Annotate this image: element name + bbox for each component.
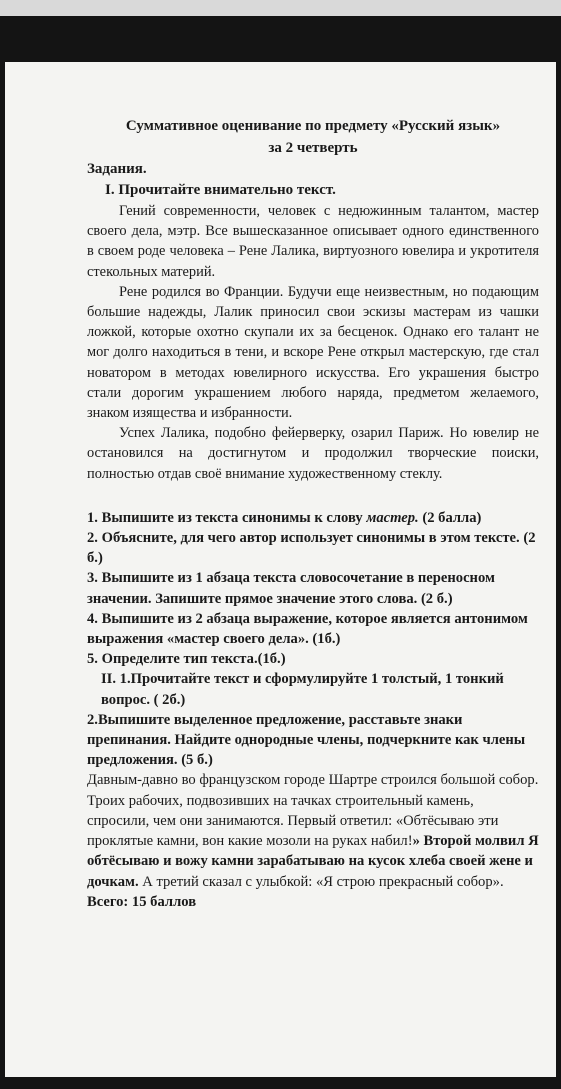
story-text: [87, 770, 539, 891]
title-line-1: Суммативное оценивание по предмету «Русский язык»: [125, 118, 501, 134]
question-1: [87, 508, 539, 528]
title-line-2: за 2 четверть: [268, 140, 358, 156]
document-content: [87, 115, 539, 912]
part2-task-2: 2.Выпишите выделенное предложение, расставьте знаки препинания. Найдите однородные члены, подчеркните как члены предложения. (5 б.): [87, 711, 526, 769]
top-bar: [0, 0, 561, 16]
part2-task-1: II. 1.Прочитайте текст и сформулируйте 1 толстый, 1 тонкий вопрос. ( 2б.): [101, 671, 504, 708]
document-page: [5, 62, 556, 1077]
story-highlighted-sentence: » Второй молвил Я обтёсываю и вожу камни зарабатываю на кусок хлеба своей жене и дочкам.: [87, 833, 539, 890]
story-part-1: Давным-давно во французском городе Шартре строился большой собор. Троих рабочих, подвозивших на тачках строительный камень, спросили, чем они занимаются. Первый ответил: «Обтёсываю эти проклятые камни, вон какие мозоли на руках набил!: [87, 772, 539, 850]
paragraph-1: Гений современности, человек с недюжинным талантом, мастер своего дела, мэтр. Все вышесказанное описывает одного единственного в своем роде человека – Рене Лалика, виртуозного ювелира и укротителя стекольных материй.: [87, 203, 539, 280]
question-4: 4. Выпишите из 2 абзаца выражение, которое является антонимом выражения «мастер своего дела». (1б.): [87, 610, 528, 648]
question-1-points: (2 балла): [418, 509, 482, 526]
document-title: [87, 115, 539, 159]
question-1-text: 1. Выпишите из текста синонимы к слову: [87, 509, 367, 526]
question-5: 5. Определите тип текста.(1б.): [87, 651, 286, 668]
total-score: Всего: 15 баллов: [87, 893, 197, 910]
question-1-word: мастер.: [366, 509, 419, 526]
story-part-2: А третий сказал с улыбкой: «Я строю прекрасный собор».: [138, 873, 504, 890]
part1-heading: I. Прочитайте внимательно текст.: [105, 182, 336, 198]
question-2: 2. Объясните, для чего автор использует синонимы в этом тексте. (2 б.): [87, 530, 536, 567]
paragraph-3: Успех Лалика, подобно фейерверку, озарил Париж. Но ювелир не остановился на достигнутом и продолжил творческие поиски, полностью отдав своё внимание художественному стеклу.: [87, 425, 539, 482]
spacer: [87, 484, 539, 508]
question-3: 3. Выпишите из 1 абзаца текста словосочетание в переносном значении. Запишите прямое значение этого слова. (2 б.): [87, 570, 495, 607]
tasks-heading: Задания.: [87, 161, 147, 177]
paragraph-2: Рене родился во Франции. Будучи еще неизвестным, но подающим большие надежды, Лалик приносил свои эскизы мастерам из чашки ложкой, которые охотно скупали их за бесценок. Однако его талант не мог долго находиться в тени, и вскоре Рене открыл мастерскую, где стал новатором в методах ювелирного искусства. Его украшения быстро стали дорогим украшением любого наряда, предметом желаемого, знаком изящества и избранности.: [87, 283, 539, 422]
